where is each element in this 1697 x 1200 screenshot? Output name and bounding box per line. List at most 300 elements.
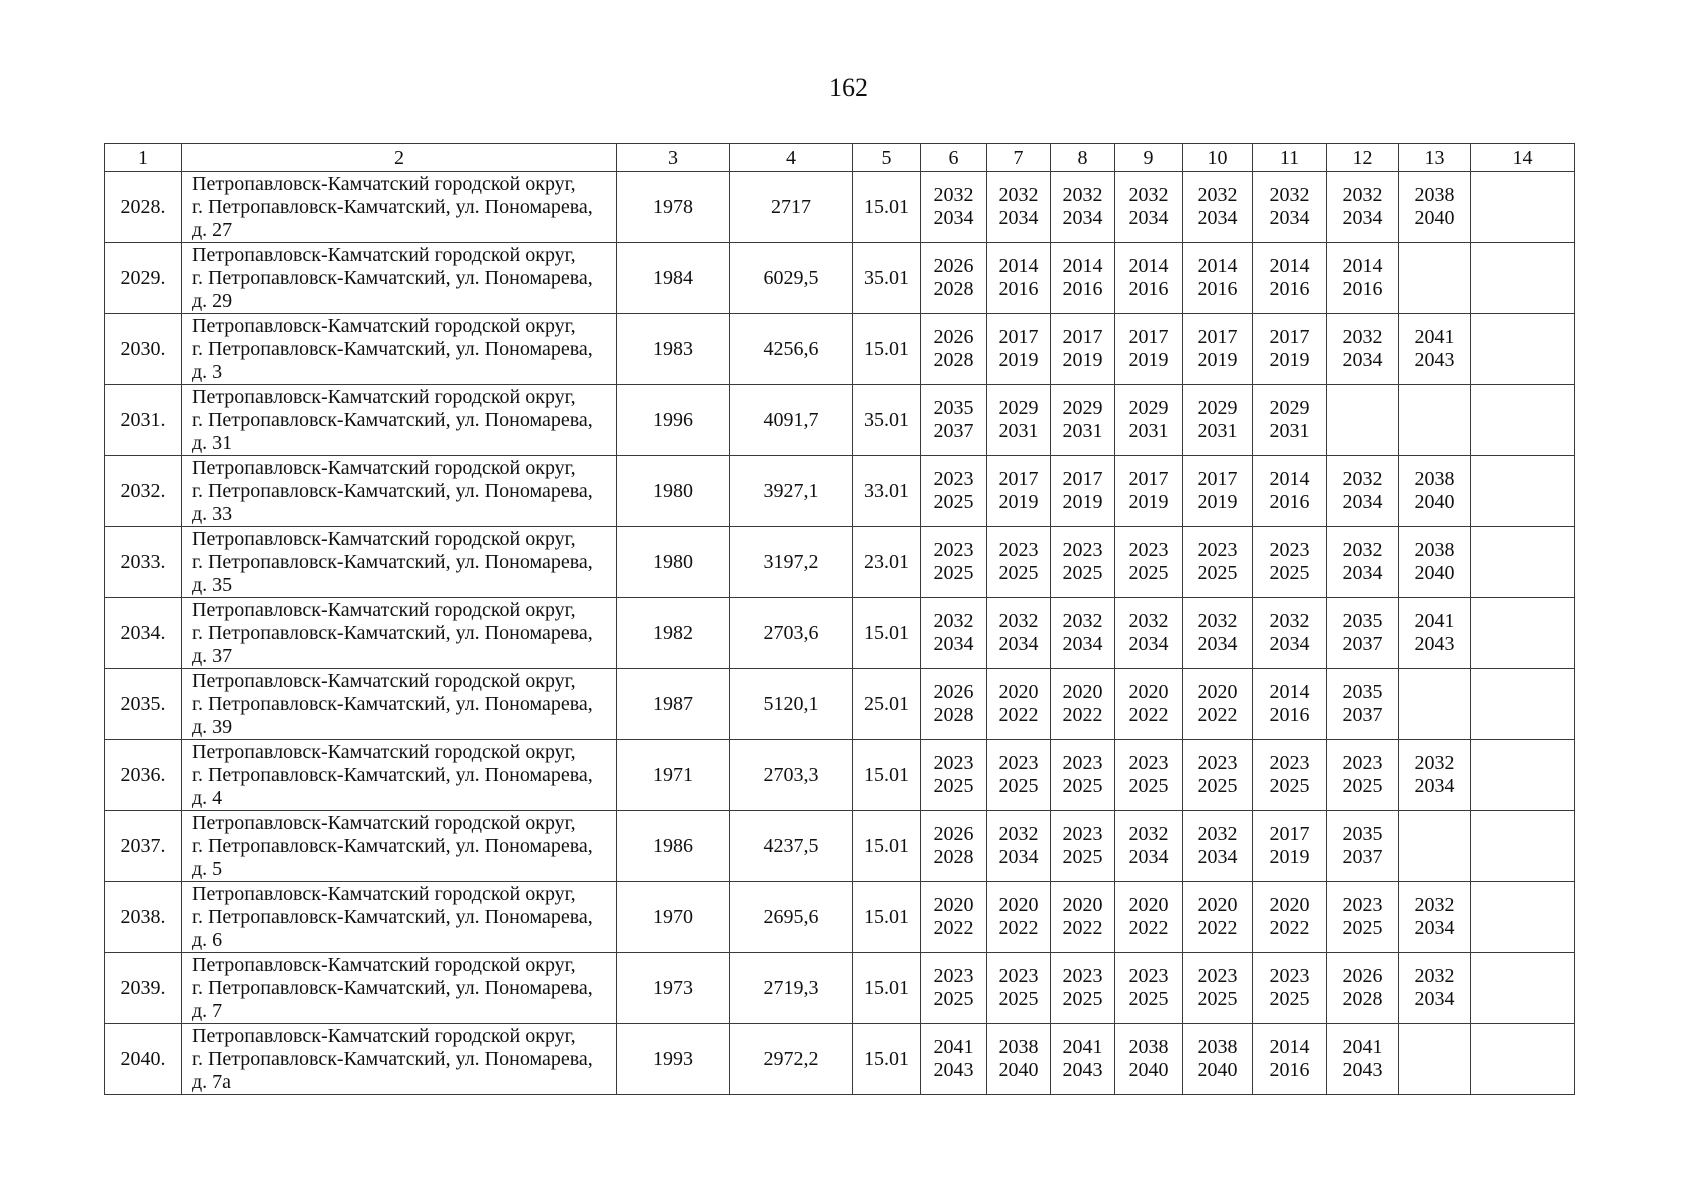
period-year: 2029 (1062, 397, 1103, 419)
period-cell (1115, 598, 1183, 669)
period-year: 2034 (1197, 633, 1238, 655)
period-cell (1253, 527, 1327, 598)
period-year: 2019 (1269, 349, 1310, 371)
period-year: 2026 (1342, 965, 1383, 987)
period-year: 2025 (933, 988, 974, 1010)
address-line: г. Петропавловск-Камчатский, ул. Пономарева, (192, 834, 593, 857)
period-year: 2034 (1269, 207, 1310, 229)
period-year: 2020 (1062, 681, 1103, 703)
table-row (105, 243, 1575, 314)
area-cell: 2719,3 (730, 953, 853, 1024)
period-year: 2029 (1128, 397, 1169, 419)
period-year: 2025 (1269, 775, 1310, 797)
period-year: 2032 (1197, 610, 1238, 632)
address-line: д. 35 (192, 573, 233, 596)
period-cell (921, 527, 987, 598)
address-line: Петропавловск-Камчатский городской округ, (192, 740, 576, 763)
period-cell (1327, 456, 1399, 527)
period-year: 2031 (1197, 420, 1238, 442)
period-year: 2038 (1414, 468, 1455, 490)
period-cell (1183, 314, 1253, 385)
row-number: 2032. (105, 456, 182, 527)
period-cell (1327, 243, 1399, 314)
period-year: 2022 (1062, 917, 1103, 939)
period-year: 2025 (1197, 775, 1238, 797)
period-year: 2043 (1414, 349, 1455, 371)
column-header: 4 (730, 144, 853, 172)
table-row (105, 669, 1575, 740)
table-row (105, 314, 1575, 385)
period-cell (1115, 314, 1183, 385)
period-year: 2023 (1269, 539, 1310, 561)
period-cell (987, 456, 1051, 527)
period-year: 2040 (1128, 1059, 1169, 1081)
period-year: 2023 (1128, 752, 1169, 774)
period-year: 2032 (1342, 184, 1383, 206)
period-year: 2040 (1414, 491, 1455, 513)
period-year: 2023 (933, 468, 974, 490)
period-year: 2017 (1197, 326, 1238, 348)
period-year: 2019 (1269, 846, 1310, 868)
period-cell (987, 811, 1051, 882)
area-cell: 4237,5 (730, 811, 853, 882)
period-year: 2023 (1197, 539, 1238, 561)
period-year: 2020 (998, 894, 1039, 916)
period-cell (1471, 953, 1575, 1024)
period-cell (1327, 953, 1399, 1024)
period-year: 2014 (1062, 255, 1103, 277)
code-cell: 35.01 (853, 385, 921, 456)
period-year: 2017 (1269, 823, 1310, 845)
period-year: 2016 (1342, 278, 1383, 300)
address-cell (182, 953, 617, 1024)
period-year: 2020 (1062, 894, 1103, 916)
address-cell (182, 243, 617, 314)
address-line: г. Петропавловск-Камчатский, ул. Пономарева, (192, 976, 593, 999)
period-year: 2031 (1269, 420, 1310, 442)
period-cell (1327, 1024, 1399, 1095)
period-cell (1183, 456, 1253, 527)
period-cell (1399, 385, 1471, 456)
address-line: Петропавловск-Камчатский городской округ, (192, 598, 576, 621)
period-cell (1253, 456, 1327, 527)
period-cell (1399, 172, 1471, 243)
period-year: 2032 (1197, 184, 1238, 206)
table-row (105, 1024, 1575, 1095)
period-cell (1115, 740, 1183, 811)
period-year: 2016 (1269, 278, 1310, 300)
column-header: 13 (1399, 144, 1471, 172)
period-cell (921, 598, 987, 669)
period-year: 2032 (1062, 610, 1103, 632)
address-line: г. Петропавловск-Камчатский, ул. Пономарева, (192, 195, 593, 218)
period-cell (1183, 527, 1253, 598)
period-cell (1399, 1024, 1471, 1095)
period-year: 2032 (1197, 823, 1238, 845)
period-year: 2032 (1062, 184, 1103, 206)
period-cell (1399, 811, 1471, 882)
period-cell (1183, 385, 1253, 456)
address-line: Петропавловск-Камчатский городской округ, (192, 456, 576, 479)
period-cell (921, 172, 987, 243)
period-year: 2017 (998, 468, 1039, 490)
address-line: Петропавловск-Камчатский городской округ, (192, 1024, 576, 1047)
address-cell (182, 456, 617, 527)
period-year: 2043 (1414, 633, 1455, 655)
period-year: 2034 (1342, 562, 1383, 584)
period-cell (1183, 598, 1253, 669)
address-line: д. 5 (192, 857, 223, 880)
area-cell: 2717 (730, 172, 853, 243)
period-cell (1115, 243, 1183, 314)
period-cell (1183, 1024, 1253, 1095)
period-cell (987, 1024, 1051, 1095)
build-year-cell: 1983 (617, 314, 730, 385)
period-year: 2019 (1062, 491, 1103, 513)
period-year: 2019 (1197, 349, 1238, 371)
period-year: 2014 (1269, 1036, 1310, 1058)
address-cell (182, 1024, 617, 1095)
row-number: 2040. (105, 1024, 182, 1095)
period-year: 2032 (1414, 894, 1455, 916)
period-cell (1327, 811, 1399, 882)
row-number: 2035. (105, 669, 182, 740)
period-cell (1471, 456, 1575, 527)
code-cell: 15.01 (853, 953, 921, 1024)
column-header: 2 (182, 144, 617, 172)
period-year: 2023 (1197, 965, 1238, 987)
column-header: 12 (1327, 144, 1399, 172)
period-year: 2031 (998, 420, 1039, 442)
period-cell (1327, 527, 1399, 598)
period-year: 2034 (1342, 207, 1383, 229)
period-year: 2034 (1269, 633, 1310, 655)
period-cell (1051, 669, 1115, 740)
period-year: 2040 (1414, 562, 1455, 584)
period-cell (1051, 314, 1115, 385)
period-year: 2025 (1269, 988, 1310, 1010)
period-cell (1253, 953, 1327, 1024)
column-header: 7 (987, 144, 1051, 172)
area-cell: 2703,3 (730, 740, 853, 811)
period-cell (1399, 953, 1471, 1024)
column-header: 6 (921, 144, 987, 172)
area-cell: 3197,2 (730, 527, 853, 598)
period-year: 2041 (1342, 1036, 1383, 1058)
period-year: 2031 (1128, 420, 1169, 442)
address-line: г. Петропавловск-Камчатский, ул. Пономарева, (192, 763, 593, 786)
period-year: 2023 (998, 965, 1039, 987)
period-year: 2016 (1269, 491, 1310, 513)
period-cell (987, 669, 1051, 740)
period-year: 2025 (1342, 917, 1383, 939)
address-line: г. Петропавловск-Камчатский, ул. Пономарева, (192, 621, 593, 644)
period-year: 2022 (1269, 917, 1310, 939)
period-cell (1253, 811, 1327, 882)
address-line: Петропавловск-Камчатский городской округ, (192, 953, 576, 976)
table-row (105, 172, 1575, 243)
period-year: 2016 (1128, 278, 1169, 300)
period-year: 2034 (933, 633, 974, 655)
period-year: 2025 (1062, 988, 1103, 1010)
code-cell: 15.01 (853, 740, 921, 811)
period-year: 2016 (1197, 278, 1238, 300)
period-year: 2025 (1062, 846, 1103, 868)
period-year: 2038 (998, 1036, 1039, 1058)
period-cell (987, 598, 1051, 669)
period-cell (1327, 598, 1399, 669)
period-year: 2041 (1414, 326, 1455, 348)
period-year: 2034 (998, 633, 1039, 655)
period-year: 2032 (933, 184, 974, 206)
address-line: г. Петропавловск-Камчатский, ул. Пономарева, (192, 408, 593, 431)
period-year: 2019 (1128, 349, 1169, 371)
column-header: 5 (853, 144, 921, 172)
column-number-row (105, 144, 1575, 172)
period-year: 2025 (1062, 775, 1103, 797)
build-year-cell: 1993 (617, 1024, 730, 1095)
period-cell (921, 314, 987, 385)
period-year: 2019 (1128, 491, 1169, 513)
column-header: 11 (1253, 144, 1327, 172)
period-year: 2029 (1197, 397, 1238, 419)
period-year: 2041 (1062, 1036, 1103, 1058)
period-year: 2023 (1062, 752, 1103, 774)
period-year: 2032 (998, 823, 1039, 845)
period-year: 2026 (933, 255, 974, 277)
area-cell: 2972,2 (730, 1024, 853, 1095)
period-year: 2023 (1197, 752, 1238, 774)
build-year-cell: 1986 (617, 811, 730, 882)
period-year: 2034 (933, 207, 974, 229)
period-year: 2043 (933, 1059, 974, 1081)
period-year: 2025 (933, 775, 974, 797)
period-year: 2025 (998, 988, 1039, 1010)
code-cell: 15.01 (853, 172, 921, 243)
period-year: 2032 (1128, 610, 1169, 632)
period-year: 2040 (998, 1059, 1039, 1081)
period-cell (1399, 243, 1471, 314)
area-cell: 5120,1 (730, 669, 853, 740)
period-cell (1399, 456, 1471, 527)
period-cell (1051, 172, 1115, 243)
period-year: 2038 (1128, 1036, 1169, 1058)
period-cell (1327, 314, 1399, 385)
period-cell (1399, 527, 1471, 598)
period-year: 2023 (1269, 965, 1310, 987)
table-row (105, 811, 1575, 882)
table-row (105, 740, 1575, 811)
period-cell (1327, 172, 1399, 243)
period-year: 2034 (1197, 846, 1238, 868)
page-number: 162 (829, 73, 868, 102)
period-year: 2019 (998, 349, 1039, 371)
period-year: 2017 (1128, 468, 1169, 490)
period-cell (1051, 598, 1115, 669)
period-cell (1115, 669, 1183, 740)
build-year-cell: 1996 (617, 385, 730, 456)
build-year-cell: 1984 (617, 243, 730, 314)
period-year: 2034 (1128, 207, 1169, 229)
period-cell (1253, 385, 1327, 456)
period-year: 2014 (1128, 255, 1169, 277)
period-year: 2017 (1128, 326, 1169, 348)
period-year: 2034 (1197, 207, 1238, 229)
period-year: 2028 (933, 349, 974, 371)
period-year: 2035 (933, 397, 974, 419)
address-line: д. 3 (192, 360, 223, 383)
address-cell (182, 385, 617, 456)
period-year: 2034 (1128, 846, 1169, 868)
period-cell (987, 385, 1051, 456)
period-year: 2017 (1269, 326, 1310, 348)
address-line: д. 39 (192, 715, 233, 738)
period-cell (1051, 243, 1115, 314)
build-year-cell: 1970 (617, 882, 730, 953)
period-cell (1471, 243, 1575, 314)
period-year: 2025 (1128, 562, 1169, 584)
build-year-cell: 1980 (617, 527, 730, 598)
build-year-cell: 1982 (617, 598, 730, 669)
period-year: 2016 (1269, 1059, 1310, 1081)
code-cell: 15.01 (853, 598, 921, 669)
column-header: 14 (1471, 144, 1575, 172)
period-cell (1471, 598, 1575, 669)
period-cell (1115, 882, 1183, 953)
code-cell: 15.01 (853, 811, 921, 882)
period-cell (1051, 740, 1115, 811)
area-cell: 4091,7 (730, 385, 853, 456)
period-year: 2034 (1414, 917, 1455, 939)
build-year-cell: 1973 (617, 953, 730, 1024)
period-year: 2014 (1269, 255, 1310, 277)
period-year: 2014 (998, 255, 1039, 277)
period-year: 2040 (1414, 207, 1455, 229)
period-year: 2022 (1128, 917, 1169, 939)
period-year: 2032 (998, 610, 1039, 632)
build-year-cell: 1980 (617, 456, 730, 527)
row-number: 2037. (105, 811, 182, 882)
period-cell (1399, 740, 1471, 811)
period-year: 2038 (1197, 1036, 1238, 1058)
table-row (105, 527, 1575, 598)
column-header: 8 (1051, 144, 1115, 172)
period-year: 2041 (1414, 610, 1455, 632)
period-year: 2023 (1342, 894, 1383, 916)
address-line: Петропавловск-Камчатский городской округ, (192, 527, 576, 550)
period-cell (1115, 811, 1183, 882)
address-line: д. 31 (192, 431, 233, 454)
period-year: 2035 (1342, 610, 1383, 632)
period-year: 2023 (998, 752, 1039, 774)
period-cell (1115, 953, 1183, 1024)
period-year: 2032 (933, 610, 974, 632)
period-year: 2028 (933, 278, 974, 300)
period-year: 2034 (1414, 988, 1455, 1010)
period-cell (1327, 669, 1399, 740)
address-line: д. 37 (192, 644, 233, 667)
period-year: 2025 (1128, 775, 1169, 797)
address-line: г. Петропавловск-Камчатский, ул. Пономарева, (192, 550, 593, 573)
table-row (105, 882, 1575, 953)
area-cell: 2695,6 (730, 882, 853, 953)
period-year: 2028 (933, 846, 974, 868)
period-cell (1327, 385, 1399, 456)
period-year: 2014 (1342, 255, 1383, 277)
period-cell (987, 953, 1051, 1024)
period-year: 2025 (998, 562, 1039, 584)
period-cell (1253, 669, 1327, 740)
period-cell (1471, 740, 1575, 811)
address-line: д. 33 (192, 502, 233, 525)
period-year: 2034 (1342, 349, 1383, 371)
period-cell (921, 456, 987, 527)
row-number: 2038. (105, 882, 182, 953)
period-year: 2034 (1062, 633, 1103, 655)
row-number: 2031. (105, 385, 182, 456)
period-year: 2035 (1342, 681, 1383, 703)
period-cell (921, 243, 987, 314)
period-year: 2025 (933, 491, 974, 513)
address-line: д. 6 (192, 928, 223, 951)
period-cell (1253, 882, 1327, 953)
period-year: 2034 (1062, 207, 1103, 229)
address-cell (182, 598, 617, 669)
column-header: 3 (617, 144, 730, 172)
period-cell (1399, 669, 1471, 740)
period-year: 2023 (1269, 752, 1310, 774)
address-line: Петропавловск-Камчатский городской округ, (192, 811, 576, 834)
period-year: 2026 (933, 326, 974, 348)
period-year: 2025 (1197, 562, 1238, 584)
period-cell (1183, 882, 1253, 953)
build-year-cell: 1971 (617, 740, 730, 811)
period-year: 2037 (1342, 846, 1383, 868)
build-year-cell: 1978 (617, 172, 730, 243)
row-number: 2029. (105, 243, 182, 314)
period-year: 2022 (1197, 917, 1238, 939)
address-line: г. Петропавловск-Камчатский, ул. Пономарева, (192, 479, 593, 502)
table-row (105, 598, 1575, 669)
period-year: 2019 (998, 491, 1039, 513)
period-year: 2017 (1062, 326, 1103, 348)
period-year: 2025 (1197, 988, 1238, 1010)
period-cell (1253, 740, 1327, 811)
period-year: 2028 (933, 704, 974, 726)
period-cell (1471, 1024, 1575, 1095)
period-year: 2032 (1269, 184, 1310, 206)
period-year: 2034 (998, 846, 1039, 868)
period-year: 2023 (998, 539, 1039, 561)
period-year: 2032 (1342, 539, 1383, 561)
table-row (105, 456, 1575, 527)
period-cell (1471, 527, 1575, 598)
period-cell (921, 811, 987, 882)
period-year: 2022 (998, 917, 1039, 939)
period-year: 2043 (1342, 1059, 1383, 1081)
period-year: 2022 (933, 917, 974, 939)
code-cell: 15.01 (853, 882, 921, 953)
column-header: 1 (105, 144, 182, 172)
period-year: 2032 (1269, 610, 1310, 632)
address-line: д. 27 (192, 218, 233, 241)
row-number: 2033. (105, 527, 182, 598)
row-number: 2034. (105, 598, 182, 669)
address-line: г. Петропавловск-Камчатский, ул. Пономарева, (192, 1047, 593, 1070)
table-body (105, 172, 1575, 1095)
period-year: 2019 (1062, 349, 1103, 371)
period-year: 2029 (1269, 397, 1310, 419)
